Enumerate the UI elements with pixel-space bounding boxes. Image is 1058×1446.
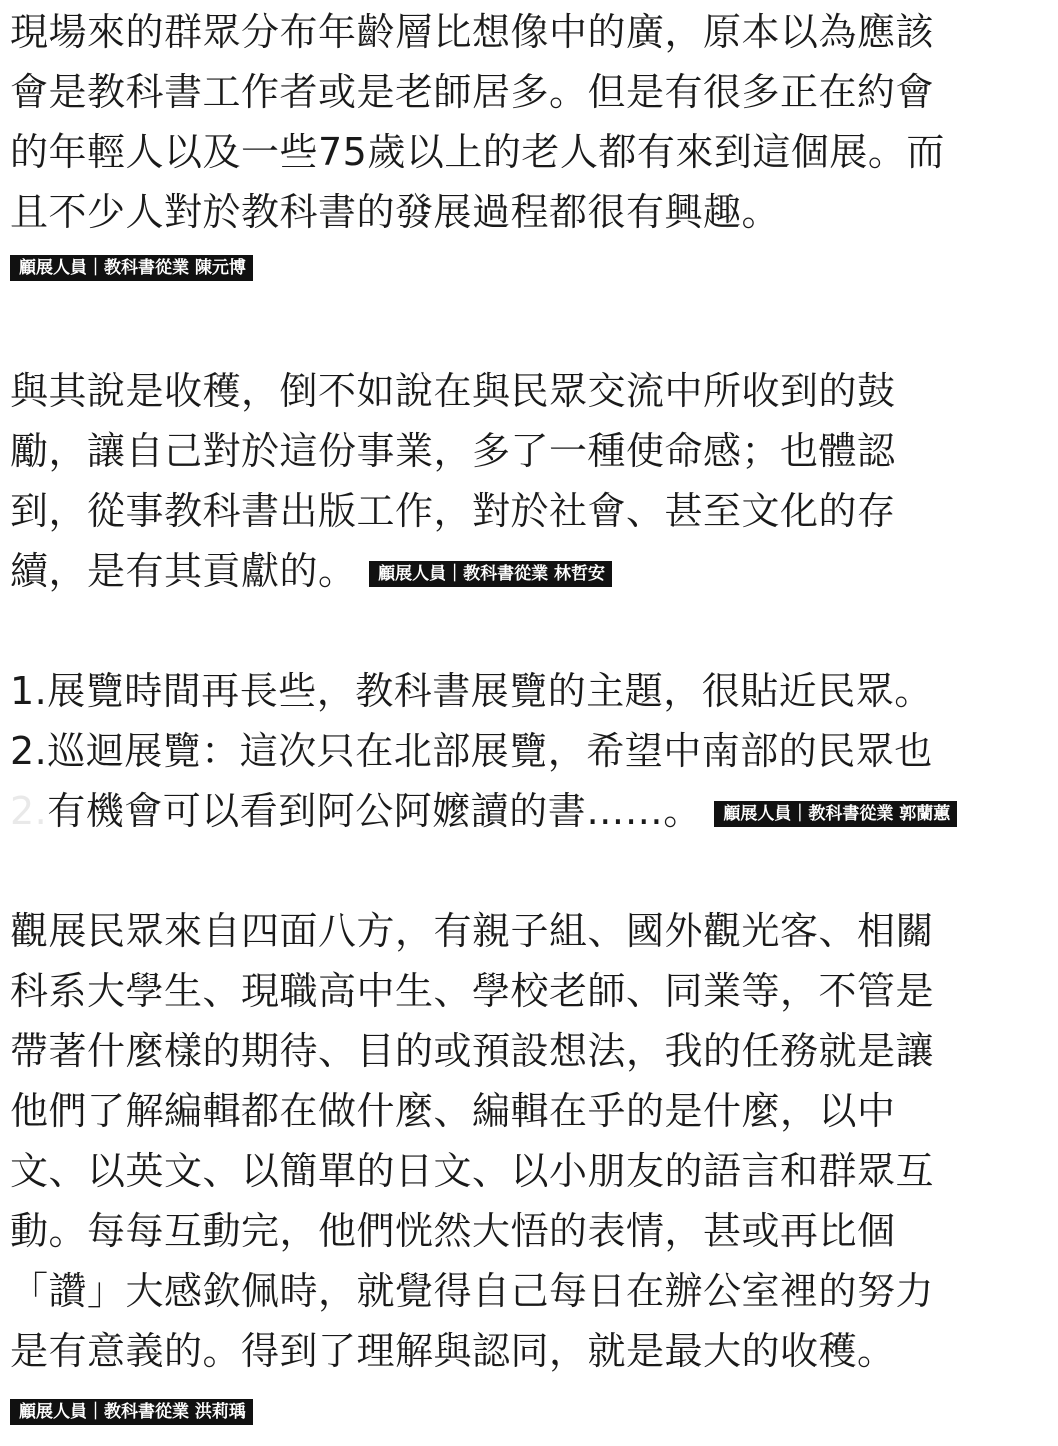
quote-2-line: 勵，讓自己對於這份事業，多了一種使命感；也體認 [10, 429, 896, 473]
quote-1-line: 且不少人對於教科書的發展過程都很有興趣。 [10, 190, 781, 234]
quote-3-last-line-text: 有機會可以看到阿公阿嬤讀的書……。 [47, 789, 702, 833]
quote-2 [10, 361, 896, 601]
quote-3-line: 1.展覽時間再長些，教科書展覽的主題，很貼近民眾。 [10, 669, 933, 713]
quote-4-line: 科系大學生、現職高中生、學校老師、同業等，不管是 [10, 969, 935, 1013]
quote-1-line: 會是教科書工作者或是老師居多。但是有很多正在約會 [10, 70, 935, 114]
credit-badge: 顧展人員｜教科書從業 陳元博 [10, 255, 253, 281]
quote-3 [10, 661, 957, 841]
quote-2-line [10, 541, 896, 601]
quote-2-line: 到，從事教科書出版工作，對於社會、甚至文化的存 [10, 489, 896, 533]
quote-2-line: 與其說是收穫，倒不如說在與民眾交流中所收到的鼓 [10, 369, 896, 413]
credit-badge: 顧展人員｜教科書從業 郭蘭蕙 [714, 801, 957, 827]
quote-3-line: 2.巡迴展覽：這次只在北部展覽，希望中南部的民眾也 [10, 729, 933, 773]
faded-list-number: 2. [10, 789, 48, 833]
credit-badge: 顧展人員｜教科書從業 林哲安 [369, 561, 612, 587]
quote-4-line: 觀展民眾來自四面八方，有親子組、國外觀光客、相關 [10, 909, 935, 953]
credit-badge: 顧展人員｜教科書從業 洪莉瑀 [10, 1399, 253, 1425]
quote-3-line [10, 781, 957, 841]
quote-1-line: 的年輕人以及一些75歲以上的老人都有來到這個展。而 [10, 130, 945, 174]
quote-4-line: 文、以英文、以簡單的日文、以小朋友的語言和群眾互 [10, 1149, 935, 1193]
quote-1 [10, 2, 945, 242]
quote-4-line: 是有意義的。得到了理解與認同，就是最大的收穫。 [10, 1329, 896, 1373]
quote-2-last-line-text: 續，是有其貢獻的。 [10, 549, 357, 593]
quote-4 [10, 901, 934, 1381]
quote-4-line: 「讚」大感欽佩時，就覺得自己每日在辦公室裡的努力 [10, 1269, 935, 1313]
quote-4-line: 帶著什麼樣的期待、目的或預設想法，我的任務就是讓 [10, 1029, 935, 1073]
quote-4-line: 他們了解編輯都在做什麼、編輯在乎的是什麼，以中 [10, 1089, 896, 1133]
quote-1-line: 現場來的群眾分布年齡層比想像中的廣，原本以為應該 [10, 10, 935, 54]
quote-4-line: 動。每每互動完，他們恍然大悟的表情，甚或再比個 [10, 1209, 896, 1253]
